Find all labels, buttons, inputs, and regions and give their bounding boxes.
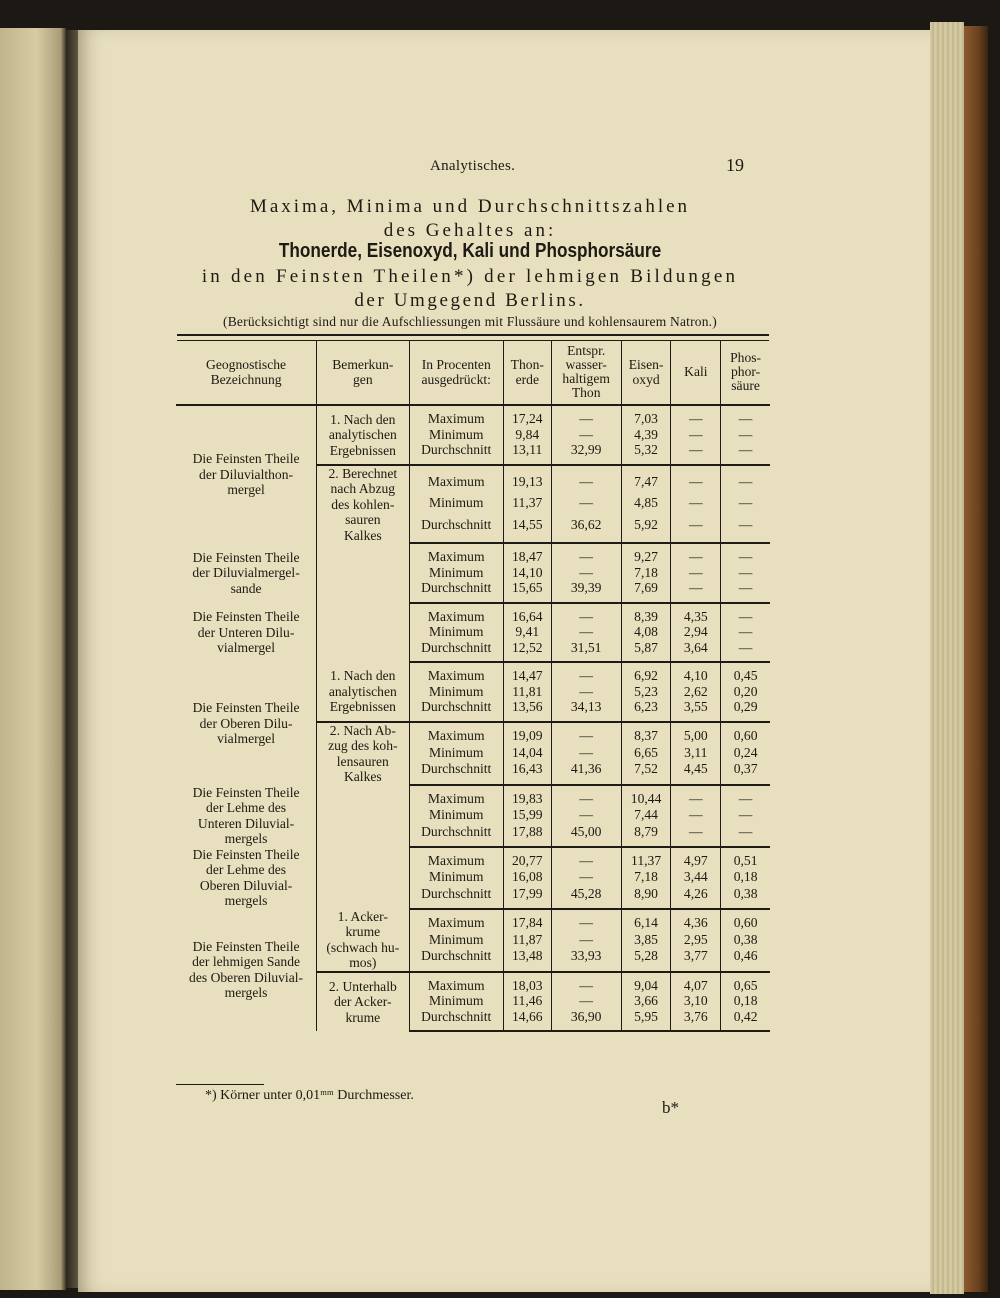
table-header-row xyxy=(176,340,770,405)
value-phos: — xyxy=(738,790,753,806)
text-line: analytischen xyxy=(328,427,397,442)
value-phos: — xyxy=(738,549,753,564)
value-phos: — xyxy=(721,640,770,663)
value-thonerde: 11,87 xyxy=(503,931,551,947)
value-thon: — xyxy=(551,909,621,932)
value-phos: — xyxy=(738,564,753,580)
value-kali: 4,97 xyxy=(671,847,721,869)
value-eisen: 7,18 xyxy=(621,869,671,885)
value-type: Maximum xyxy=(409,722,503,745)
value-thon: — xyxy=(551,493,621,513)
value-kali: 4,26 xyxy=(671,885,721,908)
value-phos: 0,60 xyxy=(733,728,758,744)
value-type: Minimum xyxy=(409,427,503,443)
value-eisen: 8,37 xyxy=(621,722,671,745)
value-type: Maximum xyxy=(409,543,503,565)
value-type: Durchschnitt xyxy=(409,823,503,846)
text-line: Die Feinsten Theile xyxy=(192,549,300,565)
text-line: Kalkes xyxy=(343,527,382,543)
table-row xyxy=(176,405,770,427)
value-kali: 3,77 xyxy=(671,948,721,972)
value-thonerde: 19,13 xyxy=(503,465,551,493)
value-eisen: 3,85 xyxy=(621,931,671,947)
value-thonerde: 17,99 xyxy=(503,885,551,908)
value-kali: — xyxy=(671,405,721,427)
value-kali: — xyxy=(671,823,721,846)
text-line: Die Feinsten Theile xyxy=(192,846,300,862)
text-line: der Diluvialmergel- xyxy=(192,565,300,580)
value-kali: — xyxy=(671,513,721,543)
value-phos: 0,60 xyxy=(733,915,758,931)
text-line: krume xyxy=(345,1009,381,1025)
value-thon: — xyxy=(551,427,621,443)
table-row xyxy=(176,909,770,932)
value-eisen: 4,08 xyxy=(621,624,671,640)
value-eisen: 6,23 xyxy=(621,699,671,722)
value-thonerde: 16,64 xyxy=(503,603,551,625)
text-line: 2. Nach Ab- xyxy=(329,722,396,738)
value-type: Maximum xyxy=(409,662,503,684)
value-kali: — xyxy=(671,427,721,443)
value-kali: 4,10 xyxy=(671,662,721,684)
value-kali: 4,45 xyxy=(671,761,721,785)
value-kali: 3,11 xyxy=(671,744,721,760)
value-type: Minimum xyxy=(409,744,503,760)
value-thon: — xyxy=(551,931,621,947)
page-number: 19 xyxy=(726,155,744,175)
text-line: Die Feinsten Theile xyxy=(192,784,300,800)
value-eisen: 3,66 xyxy=(621,993,671,1009)
value-eisen: 5,92 xyxy=(621,513,671,543)
value-type: Minimum xyxy=(409,807,503,823)
text-line: Die Feinsten Theile xyxy=(192,451,300,467)
value-type: Maximum xyxy=(409,405,503,427)
title-line-3: Thonerde, Eisenoxyd, Kali und Phosphorsäure xyxy=(278,240,662,262)
value-thon: — xyxy=(551,847,621,869)
value-phos: 0,24 xyxy=(733,744,758,760)
value-thonerde: 17,84 xyxy=(503,909,551,932)
value-type: Maximum xyxy=(409,465,503,493)
value-thon: — xyxy=(551,624,621,640)
value-thonerde: 15,65 xyxy=(503,580,551,603)
value-kali: 2,95 xyxy=(671,931,721,947)
value-thonerde: 11,46 xyxy=(503,993,551,1009)
value-phos: 0,29 xyxy=(721,699,770,722)
page-edges xyxy=(930,22,964,1294)
value-kali: — xyxy=(671,465,721,493)
value-thonerde: 13,11 xyxy=(503,442,551,465)
value-thon: — xyxy=(551,972,621,994)
value-eisen: 4,39 xyxy=(621,427,671,443)
title-line-2: des Gehaltes an: xyxy=(383,220,557,241)
value-thon: 45,00 xyxy=(551,823,621,846)
signature-mark: b* xyxy=(662,1098,679,1117)
value-type: Maximum xyxy=(409,972,503,994)
value-kali: — xyxy=(671,807,721,823)
value-eisen: 10,44 xyxy=(621,785,671,807)
remark-cell xyxy=(317,722,409,785)
header-remarks: Bemerkun- gen xyxy=(317,340,409,405)
value-thonerde: 18,03 xyxy=(503,972,551,994)
value-thon: — xyxy=(551,785,621,807)
value-phos: — xyxy=(721,580,770,603)
value-type: Maximum xyxy=(409,785,503,807)
value-kali: 4,07 xyxy=(671,972,721,994)
text-line: vialmergel xyxy=(217,640,275,655)
value-eisen: 11,37 xyxy=(621,847,671,869)
text-line: der Oberen Dilu- xyxy=(199,715,293,731)
value-thon: 34,13 xyxy=(551,699,621,722)
value-kali: — xyxy=(671,580,721,603)
value-type: Minimum xyxy=(409,993,503,1009)
value-phos: — xyxy=(721,823,770,846)
text-line: vialmergel xyxy=(217,731,275,746)
value-thonerde: 18,47 xyxy=(503,543,551,565)
value-phos: 0,20 xyxy=(733,683,758,699)
value-eisen: 5,28 xyxy=(621,948,671,972)
value-kali: 5,00 xyxy=(671,722,721,745)
text-line: 1. Nach den xyxy=(330,668,396,683)
text-line: sauren xyxy=(345,512,381,527)
value-phos: 0,38 xyxy=(733,931,758,947)
value-type: Minimum xyxy=(409,493,503,513)
value-thonerde: 13,48 xyxy=(503,948,551,972)
text-line: Ergebnissen xyxy=(329,442,396,458)
text-line: der Lehme des xyxy=(206,800,287,815)
title-line-1: Maxima, Minima und Durchschnittszahlen xyxy=(249,196,691,217)
table-row xyxy=(176,543,770,565)
running-head: Analytisches. xyxy=(430,158,516,174)
remark-cell xyxy=(317,603,409,663)
value-type: Durchschnitt xyxy=(409,1009,503,1032)
title-line-4: in den Feinsten Theilen*) der lehmigen Bildungen xyxy=(201,266,739,287)
value-eisen: 7,18 xyxy=(621,565,671,581)
geognostic-name xyxy=(176,603,317,663)
text-line: krume xyxy=(345,924,381,939)
value-thonerde: 16,08 xyxy=(503,869,551,885)
value-phos: — xyxy=(721,442,770,465)
value-phos: 0,51 xyxy=(733,852,758,868)
value-phos: 0,18 xyxy=(733,993,758,1008)
text-line: des kohlen- xyxy=(331,496,395,512)
text-line: nach Abzug xyxy=(330,481,396,496)
value-thonerde: 14,47 xyxy=(503,662,551,684)
text-line: Die Feinsten Theile xyxy=(192,609,300,624)
text-line: mergels xyxy=(224,893,268,908)
value-thonerde: 9,84 xyxy=(503,427,551,443)
value-kali: 3,10 xyxy=(671,993,721,1009)
table-row xyxy=(176,662,770,684)
value-type: Durchschnitt xyxy=(409,761,503,785)
value-thonerde: 14,55 xyxy=(503,513,551,543)
value-thonerde: 14,10 xyxy=(503,565,551,581)
value-thon: — xyxy=(551,465,621,493)
value-phos: 0,18 xyxy=(733,869,758,885)
value-type: Durchschnitt xyxy=(409,885,503,908)
value-thonerde: 12,52 xyxy=(503,640,551,663)
text-line: der Diluvialthon- xyxy=(199,466,294,482)
value-type: Durchschnitt xyxy=(409,442,503,465)
value-thonerde: 17,24 xyxy=(503,405,551,427)
value-thonerde: 9,41 xyxy=(503,624,551,640)
value-eisen: 6,14 xyxy=(621,909,671,932)
value-thon: 36,62 xyxy=(551,513,621,543)
value-phos: — xyxy=(738,411,753,426)
value-thon: — xyxy=(551,993,621,1009)
value-type: Durchschnitt xyxy=(409,640,503,663)
value-eisen: 4,85 xyxy=(621,493,671,513)
value-type: Minimum xyxy=(409,624,503,640)
value-kali: 3,76 xyxy=(671,1009,721,1032)
value-eisen: 6,65 xyxy=(621,744,671,760)
value-kali: 3,44 xyxy=(671,869,721,885)
remark-cell xyxy=(317,405,409,465)
text-line: Ergebnissen xyxy=(329,699,396,714)
value-thon: — xyxy=(551,869,621,885)
value-thon: — xyxy=(551,807,621,823)
text-line: (schwach hu- xyxy=(326,939,400,955)
value-eisen: 6,92 xyxy=(621,662,671,684)
value-eisen: 7,44 xyxy=(621,807,671,823)
text-line: der lehmigen Sande xyxy=(192,954,301,970)
value-type: Maximum xyxy=(409,847,503,869)
value-type: Minimum xyxy=(409,869,503,885)
geognostic-name xyxy=(176,662,317,785)
table-row xyxy=(176,785,770,807)
text-line: sande xyxy=(230,580,262,596)
value-eisen: 9,27 xyxy=(621,543,671,565)
geognostic-name xyxy=(176,785,317,847)
value-thonerde: 19,83 xyxy=(503,785,551,807)
value-eisen: 7,69 xyxy=(621,580,671,603)
text-line: 1. Nach den xyxy=(330,411,396,427)
value-type: Minimum xyxy=(409,565,503,581)
title-note: (Berücksichtigt sind nur die Aufschliessungen mit Flussäure und kohlensaurem Natron.) xyxy=(223,314,717,329)
value-thonerde: 15,99 xyxy=(503,807,551,823)
value-kali: 2,62 xyxy=(671,684,721,700)
value-thon: 33,93 xyxy=(551,948,621,972)
title-line-5: der Umgegend Berlins. xyxy=(354,290,586,311)
text-line: mergels xyxy=(224,985,268,1001)
value-thon: — xyxy=(551,565,621,581)
value-kali: 2,94 xyxy=(671,624,721,640)
text-line: 1. Acker- xyxy=(337,908,388,924)
value-eisen: 8,39 xyxy=(621,603,671,625)
text-line: 2. Berechnet xyxy=(328,465,398,481)
value-kali: 4,36 xyxy=(671,909,721,932)
value-eisen: 5,87 xyxy=(621,640,671,663)
value-thonerde: 20,77 xyxy=(503,847,551,869)
value-kali: 3,55 xyxy=(671,699,721,722)
value-thon: 45,28 xyxy=(551,885,621,908)
value-phos: — xyxy=(738,624,753,639)
value-thon: — xyxy=(551,603,621,625)
value-type: Durchschnitt xyxy=(409,948,503,972)
value-eisen: 5,23 xyxy=(621,684,671,700)
value-phos: 0,65 xyxy=(733,977,758,993)
value-thon: — xyxy=(551,684,621,700)
geognostic-name xyxy=(176,847,317,909)
value-thon: 32,99 xyxy=(551,442,621,465)
value-kali: 3,64 xyxy=(671,640,721,663)
value-eisen: 7,52 xyxy=(621,761,671,785)
value-thonerde: 11,37 xyxy=(503,493,551,513)
remark-cell xyxy=(317,847,409,909)
value-phos: — xyxy=(738,426,753,442)
value-type: Maximum xyxy=(409,909,503,932)
value-phos: 0,37 xyxy=(721,761,770,785)
remark-cell xyxy=(317,785,409,847)
value-thon: 31,51 xyxy=(551,640,621,663)
text-line: mos) xyxy=(349,955,377,970)
value-phos: 0,46 xyxy=(721,948,770,972)
remark-cell xyxy=(317,465,409,544)
table-row xyxy=(176,603,770,625)
value-eisen: 9,04 xyxy=(621,972,671,994)
value-thon: — xyxy=(551,744,621,760)
remark-cell xyxy=(317,662,409,722)
value-eisen: 8,79 xyxy=(621,823,671,846)
remark-cell xyxy=(317,972,409,1032)
remark-cell xyxy=(317,543,409,603)
text-line: der Unteren Dilu- xyxy=(197,624,295,640)
value-phos: — xyxy=(738,473,753,489)
value-eisen: 5,32 xyxy=(621,442,671,465)
header-geo: Geognostische Bezeichnung xyxy=(176,340,317,405)
value-phos: — xyxy=(738,608,753,624)
value-thonerde: 14,04 xyxy=(503,744,551,760)
text-line: mergel xyxy=(227,482,265,498)
value-type: Durchschnitt xyxy=(409,580,503,603)
text-line: Oberen Diluvial- xyxy=(199,877,293,893)
value-kali: — xyxy=(671,785,721,807)
book-gutter xyxy=(66,30,78,1288)
value-thon: — xyxy=(551,722,621,745)
text-line: lensauren xyxy=(336,753,389,769)
header-phosphorsaeure: Phos- phor- säure xyxy=(721,340,770,405)
left-page-edge xyxy=(0,28,66,1290)
value-thon: — xyxy=(551,543,621,565)
footnote: *) Körner unter 0,01ᵐᵐ Durchmesser. xyxy=(205,1088,414,1103)
value-kali: 4,35 xyxy=(671,603,721,625)
text-line: zug des koh- xyxy=(328,738,398,753)
text-line: Unteren Diluvial- xyxy=(197,815,295,831)
value-eisen: 7,47 xyxy=(621,465,671,493)
value-type: Minimum xyxy=(409,931,503,947)
data-table xyxy=(176,340,770,1032)
value-thon: — xyxy=(551,662,621,684)
value-thon: 36,90 xyxy=(551,1009,621,1032)
value-phos: — xyxy=(738,807,753,823)
remark-cell xyxy=(317,909,409,972)
value-phos: 0,45 xyxy=(733,668,758,683)
geognostic-name xyxy=(176,543,317,603)
header-thonerde: Thon- erde xyxy=(503,340,551,405)
value-type: Maximum xyxy=(409,603,503,625)
value-phos: — xyxy=(738,495,753,511)
value-thonerde: 11,81 xyxy=(503,684,551,700)
value-kali: — xyxy=(671,442,721,465)
value-kali: — xyxy=(671,543,721,565)
text-line: des Oberen Diluvial- xyxy=(189,969,304,985)
value-type: Durchschnitt xyxy=(409,513,503,543)
text-line: Die Feinsten Theile xyxy=(192,938,300,954)
text-line: Kalkes xyxy=(343,769,382,784)
value-thon: 39,39 xyxy=(551,580,621,603)
value-eisen: 5,95 xyxy=(621,1009,671,1032)
table-row xyxy=(176,847,770,869)
value-thonerde: 19,09 xyxy=(503,722,551,745)
value-type: Minimum xyxy=(409,684,503,700)
text-line: 2. Unterhalb xyxy=(328,978,397,994)
value-phos: 0,38 xyxy=(721,885,770,908)
header-eisenoxyd: Eisen- oxyd xyxy=(621,340,671,405)
geognostic-name xyxy=(176,405,317,543)
value-phos: 0,42 xyxy=(721,1009,770,1032)
text-line: Die Feinsten Theile xyxy=(192,700,300,715)
value-kali: — xyxy=(671,493,721,513)
text-line: mergels xyxy=(224,831,268,846)
table-body xyxy=(176,405,770,1031)
value-thonerde: 13,56 xyxy=(503,699,551,722)
header-percent: In Procenten ausgedrückt: xyxy=(409,340,503,405)
text-line: der Acker- xyxy=(334,994,392,1009)
book-cover xyxy=(964,26,988,1292)
footnote-rule xyxy=(176,1084,264,1085)
text-line: der Lehme des xyxy=(206,862,287,877)
value-eisen: 7,03 xyxy=(621,405,671,427)
geognostic-name xyxy=(176,909,317,1032)
value-thon: 41,36 xyxy=(551,761,621,785)
value-phos: — xyxy=(721,513,770,543)
text-line: analytischen xyxy=(328,683,397,699)
value-kali: — xyxy=(671,565,721,581)
value-thonerde: 17,88 xyxy=(503,823,551,846)
header-kali: Kali xyxy=(671,340,721,405)
value-thonerde: 14,66 xyxy=(503,1009,551,1032)
value-thon: — xyxy=(551,405,621,427)
header-thon: Entspr. wasser- haltigem Thon xyxy=(551,340,621,405)
value-eisen: 8,90 xyxy=(621,885,671,908)
value-thonerde: 16,43 xyxy=(503,761,551,785)
value-type: Durchschnitt xyxy=(409,699,503,722)
